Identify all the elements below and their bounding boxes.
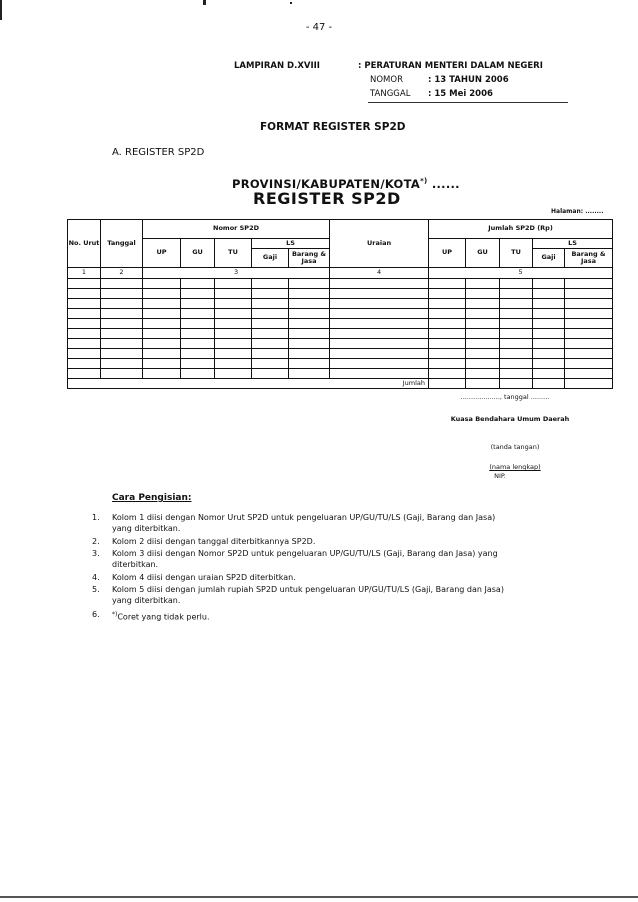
scan-mark <box>203 0 206 5</box>
instruction-item <box>92 548 592 572</box>
col-tu-jumlah: TU <box>500 239 533 268</box>
instruction-line: Coret yang tidak perlu. <box>117 612 210 622</box>
col-no-urut: No. Urut <box>68 220 101 268</box>
col-gu-jumlah: GU <box>466 239 500 268</box>
instruction-text <box>112 512 584 534</box>
col-number-2: 2 <box>101 268 143 279</box>
tanggal-label: TANGGAL <box>370 89 411 99</box>
tanggal-value: : 15 Mei 2006 <box>428 89 493 99</box>
col-number-4: 4 <box>330 268 429 279</box>
signature-date: ..................., tanggal ......... <box>460 393 550 401</box>
peraturan-label: : PERATURAN MENTERI DALAM NEGERI <box>358 61 543 71</box>
table-row <box>68 369 613 379</box>
instruction-line: diterbitkan. <box>112 560 159 569</box>
page-number: - 47 - <box>305 22 333 33</box>
nomor-label: NOMOR <box>370 75 403 85</box>
format-title: FORMAT REGISTER SP2D <box>260 121 406 133</box>
col-number-1: 1 <box>68 268 101 279</box>
instruction-item <box>92 536 592 548</box>
col-tu: TU <box>215 239 252 268</box>
col-tanggal: Tanggal <box>101 220 143 268</box>
scan-bottom-edge <box>0 896 638 898</box>
instruction-item <box>92 572 592 584</box>
col-up: UP <box>143 239 181 268</box>
col-nomor-sp2d: Nomor SP2D <box>143 220 330 239</box>
signature-kuasa: Kuasa Bendahara Umum Daerah <box>450 415 570 423</box>
instruction-number: 3. <box>92 549 100 558</box>
col-jumlah-sp2d: Jumlah SP2D (Rp) <box>429 220 613 239</box>
scan-mark <box>0 0 2 20</box>
instruction-number: 6. <box>92 610 100 619</box>
table-row <box>68 329 613 339</box>
col-barang-jasa-jumlah: Barang & Jasa <box>565 249 613 268</box>
cara-pengisian-title: Cara Pengisian: <box>112 493 192 503</box>
col-ls: LS <box>252 239 330 249</box>
table-row <box>68 319 613 329</box>
col-ls-jumlah: LS <box>533 239 613 249</box>
register-title: REGISTER SP2D <box>253 189 401 208</box>
instruction-line: yang diterbitkan. <box>112 596 181 605</box>
table-row <box>68 309 613 319</box>
jumlah-label: Jumlah <box>68 379 429 389</box>
signature-ttd: (tanda tangan) <box>490 443 540 451</box>
instruction-text: Kolom 4 diisi dengan uraian SP2D diterbitkan. <box>112 573 296 582</box>
province-footnote: *) <box>420 177 428 186</box>
instruction-line: Kolom 5 diisi dengan jumlah rupiah SP2D untuk pengeluaran UP/GU/TU/LS (Gaji, Barang dan Jasa) <box>112 585 504 594</box>
table-row <box>68 359 613 369</box>
instruction-number: 4. <box>92 573 100 582</box>
nomor-value: : 13 TAHUN 2006 <box>428 75 509 85</box>
col-barang-jasa: Barang & Jasa <box>289 249 330 268</box>
col-gu: GU <box>181 239 215 268</box>
header-rule <box>368 102 568 103</box>
province-dots: ...... <box>427 177 460 191</box>
instruction-footnote: *) <box>112 611 118 618</box>
signature-nip: NIP. <box>494 472 506 480</box>
signature-nama: (nama lengkap) <box>489 463 541 471</box>
instruction-text <box>112 609 584 623</box>
section-a-title: A. REGISTER SP2D <box>112 147 205 158</box>
instruction-line: Kolom 1 diisi dengan Nomor Urut SP2D untuk pengeluaran UP/GU/TU/LS (Gaji, Barang dan Jasa) <box>112 513 496 522</box>
table-row <box>68 289 613 299</box>
col-up-jumlah: UP <box>429 239 466 268</box>
col-uraian: Uraian <box>330 220 429 268</box>
instruction-text <box>112 584 584 606</box>
col-gaji: Gaji <box>252 249 289 268</box>
col-gaji-jumlah: Gaji <box>533 249 565 268</box>
instruction-line: yang diterbitkan. <box>112 524 181 533</box>
table-row <box>68 299 613 309</box>
jumlah-row <box>68 379 613 389</box>
halaman-label: Halaman: ........ <box>551 208 604 215</box>
col-number-3: 3 <box>143 268 330 279</box>
lampiran-label: LAMPIRAN D.XVIII <box>234 61 320 71</box>
instruction-number: 5. <box>92 585 100 594</box>
instruction-item <box>92 512 592 536</box>
instruction-item <box>92 584 592 608</box>
instruction-text: Kolom 2 diisi dengan tanggal diterbitkannya SP2D. <box>112 537 316 546</box>
instruction-line: Kolom 3 diisi dengan Nomor SP2D untuk pengeluaran UP/GU/TU/LS (Gaji, Barang dan Jasa) yang <box>112 549 498 558</box>
province-text: PROVINSI/KABUPATEN/KOTA <box>232 177 421 191</box>
instruction-text <box>112 548 584 570</box>
register-table <box>67 219 613 389</box>
instruction-number: 1. <box>92 513 100 522</box>
instruction-item <box>92 609 592 623</box>
table-row <box>68 279 613 289</box>
instruction-number: 2. <box>92 537 100 546</box>
scan-mark <box>290 2 292 4</box>
col-number-5: 5 <box>429 268 613 279</box>
table-row <box>68 339 613 349</box>
table-row <box>68 349 613 359</box>
